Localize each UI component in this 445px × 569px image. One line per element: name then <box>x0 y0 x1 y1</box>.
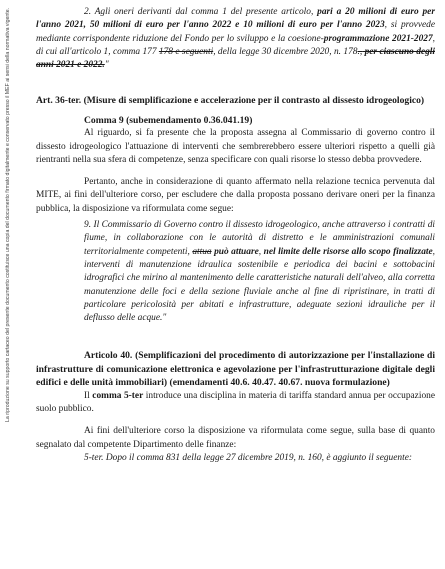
paragraph-riguardo: Al riguardo, si fa presente che la proposta assegna al Commissario di governo contro il dissesto idrogeologico l'attuazione di interventi che sembrerebbero essere ulteriori rispetto a quelli già rientranti nella sua sfera di competenze, senza specificare con quali risorse lo stesso debba provvedere. <box>36 128 435 165</box>
quoted-provision <box>36 219 435 325</box>
text: , della legge 30 dicembre 2020, n. 178 <box>213 46 358 57</box>
paragraph-pertanto: Pertanto, anche in considerazione di quanto affermato nella relazione tecnica pervenuta dal MITE, ai fini dell'ulteriore corso, per escludere che dalla proposta possano derivare oneri per la finanza pubblica, la disposizione va riformulata come segue: <box>36 177 435 214</box>
heading-art40: Articolo 40. (Semplificazioni del procedimento di autorizzazione per l'installazione di infrastrutture di comunicazione elettronica e agevolazione per l'infrastrutturazione digitale degli edifici e delle unità immobiliari) (emendamenti 40.6. 40.47. 40.67. nuova formulazione) <box>36 350 435 389</box>
paragraph-5ter: 5-ter. Dopo il comma 831 della legge 27 dicembre 2019, n. 160, è aggiunto il seguente: <box>84 452 412 463</box>
heading-art36: Art. 36-ter. (Misure di semplificazione e accelerazione per il contrasto al dissesto idrogeologico) <box>36 95 425 107</box>
text: 9. Il Commissario di Governo contro il dissesto idrogeologico, anche attraverso i contratti di fiume, in collaborazione con le autorità di distretto e le amministrazioni comunali territorialmente competenti, <box>84 220 435 257</box>
subheading-comma9: Comma 9 (subemendamento 0.36.041.19) <box>84 114 253 126</box>
text: , <box>258 246 264 257</box>
side-note: La riproduzione su supporto cartaceo del presente documento costituisce una copia del documento firmato digitalmente e conservato presso il MEF ai sensi della normativa vigente. <box>5 8 11 423</box>
paragraph-comma5ter <box>36 390 435 417</box>
text: , di cui all'articolo 1, comma 177 <box>36 33 436 57</box>
deleted-text: attua <box>192 246 212 257</box>
text: , si provvede mediante corrispondente riduzione del Fondo per lo sviluppo e la coesione- <box>36 20 435 44</box>
paragraph-oneri <box>36 6 435 72</box>
bold-text: può attuare <box>214 246 259 257</box>
text: introduce una disciplina in materia di tariffa standard annua per occupazione suolo pubblico. <box>36 390 435 414</box>
bold-text: pari a 20 milioni di euro per l'anno 2021, 50 milioni di euro per l'anno 2022 e 10 milioni di euro per l'anno 2023 <box>36 7 435 31</box>
bold-text: nel limite delle risorse allo scopo finalizzate <box>263 246 433 257</box>
document-page <box>36 6 435 465</box>
deleted-text: ., <box>357 46 363 57</box>
text: 2. Agli oneri derivanti dal comma 1 del presente articolo, <box>84 7 318 17</box>
text: " <box>104 60 109 71</box>
text: Il <box>84 390 93 401</box>
text: , interventi di manutenzione idraulica sostenibile e periodica dei bacini e sottobacini idrografici che mirino al mantenimento delle caratteristiche naturali dell'alveo, alla corretta manutenzione delle foci e della sezione fluviale anche al fine di ripristinare, in tratti di particolare pericolosità per abitati e infrastrutture, adeguate sezioni idrauliche per il deflusso delle acque." <box>84 246 435 324</box>
deleted-text: per ciascuno degli anni 2021 e 2022. <box>36 46 435 71</box>
paragraph-riformulata: Ai fini dell'ulteriore corso la disposizione va riformulata come segue, sulla base di quanto segnalato dal competente Dipartimento delle finanze: <box>36 426 435 450</box>
bold-text: programmazione 2021-2027 <box>323 33 433 44</box>
bold-text: comma 5-ter <box>92 390 144 401</box>
deleted-text: 178 e seguenti <box>158 46 214 57</box>
